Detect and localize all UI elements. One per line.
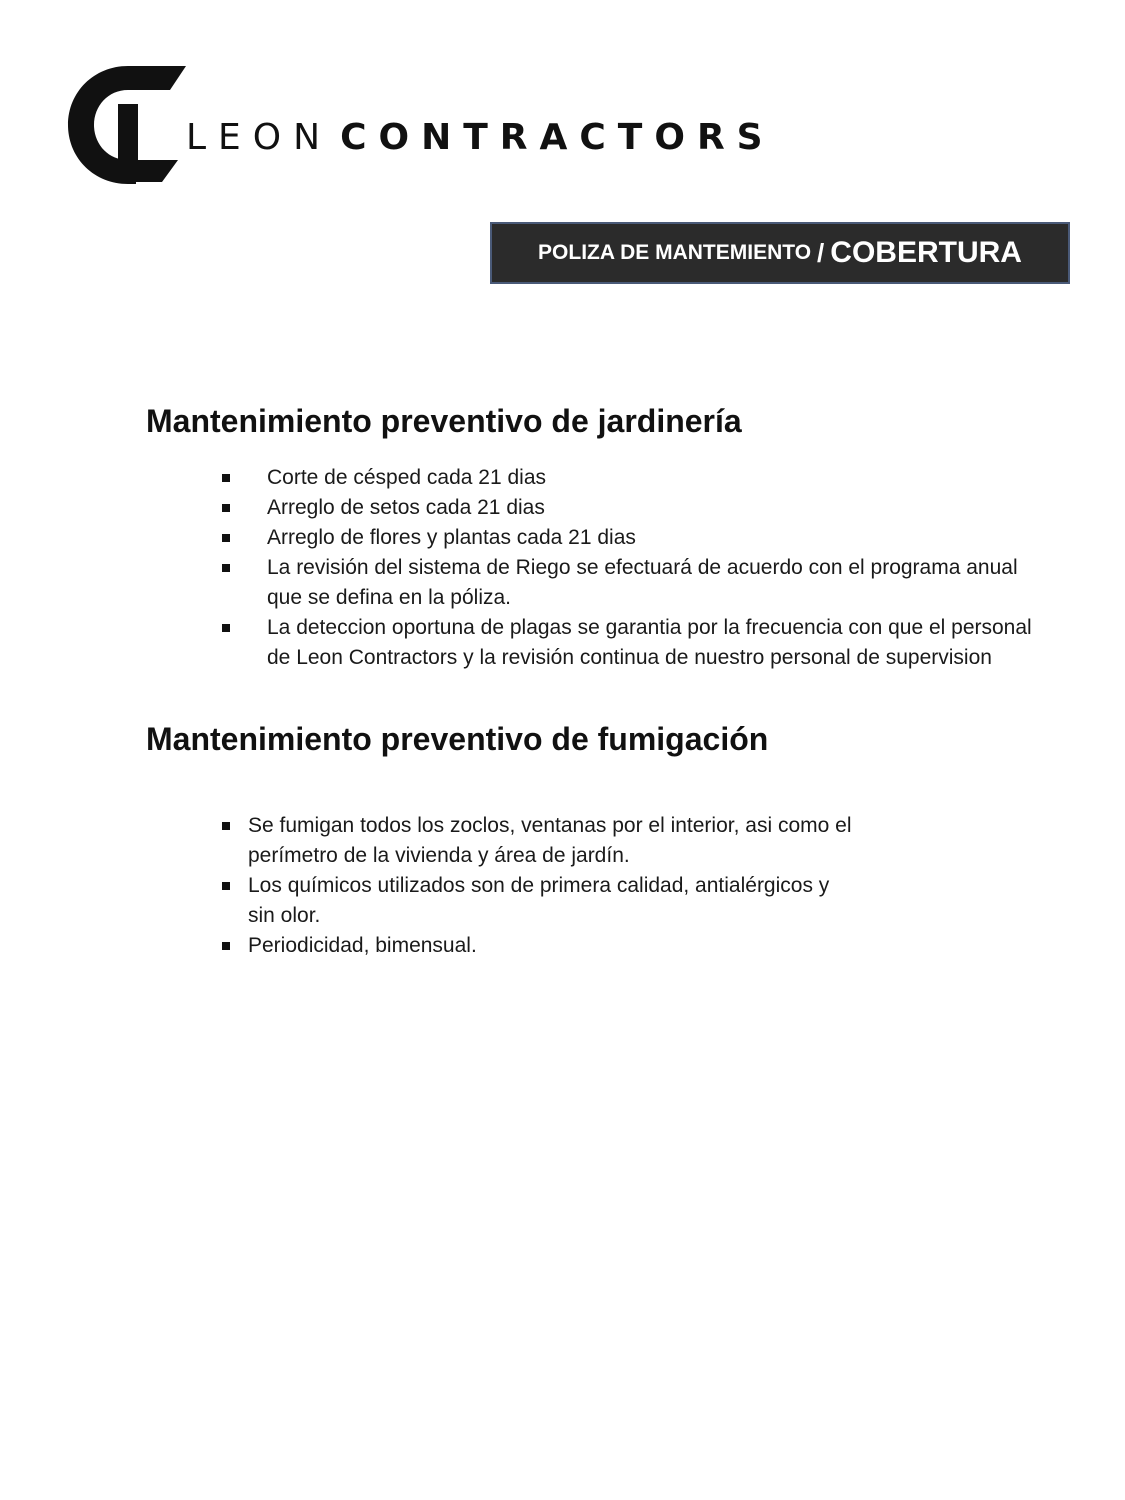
- cl-monogram-icon: [66, 64, 196, 186]
- bullet-square-icon: [222, 474, 230, 482]
- banner-separator: /: [817, 237, 825, 268]
- banner-prefix: POLIZA DE MANTEMIENTO: [538, 241, 812, 264]
- list-item-text: Los químicos utilizados son de primera calidad, antialérgicos y sin olor.: [248, 874, 830, 927]
- list-item-text: La revisión del sistema de Riego se efectuará de acuerdo con el programa anual que se defina en la póliza.: [267, 556, 1018, 609]
- section-title-jardineria: Mantenimiento preventivo de jardinería: [146, 403, 742, 439]
- bullet-square-icon: [222, 504, 230, 512]
- list-item: [248, 871, 858, 931]
- list-item-text: Arreglo de flores y plantas cada 21 dias: [267, 526, 636, 549]
- logo-wordmark: [186, 117, 775, 158]
- list-item-text: Corte de césped cada 21 dias: [267, 466, 547, 489]
- bullet-square-icon: [222, 882, 230, 890]
- jardineria-list: [267, 463, 1057, 673]
- list-item-text: La deteccion oportuna de plagas se garantia por la frecuencia con que el personal de Leon Contractors y la revisión continua de nuestro personal de supervision: [267, 616, 1032, 669]
- bullet-square-icon: [222, 624, 230, 632]
- list-item: [248, 811, 858, 871]
- banner-title: COBERTURA: [830, 236, 1022, 269]
- list-item: [248, 931, 858, 961]
- list-item: [267, 463, 1057, 493]
- bullet-square-icon: [222, 822, 230, 830]
- bullet-square-icon: [222, 564, 230, 572]
- list-item: [267, 523, 1057, 553]
- fumigacion-list: [248, 811, 858, 961]
- logo-word-leon: LEON: [186, 117, 333, 158]
- list-item: [267, 613, 1057, 673]
- document-banner: [490, 222, 1070, 284]
- list-item: [267, 553, 1057, 613]
- list-item-text: Se fumigan todos los zoclos, ventanas por el interior, asi como el perímetro de la vivienda y área de jardín.: [248, 814, 852, 867]
- list-item-text: Periodicidad, bimensual.: [248, 934, 477, 957]
- list-item: [267, 493, 1057, 523]
- section-title-fumigacion: Mantenimiento preventivo de fumigación: [146, 721, 769, 757]
- bullet-square-icon: [222, 942, 230, 950]
- logo-word-contractors: CONTRACTORS: [340, 117, 775, 158]
- bullet-square-icon: [222, 534, 230, 542]
- list-item-text: Arreglo de setos cada 21 dias: [267, 496, 545, 519]
- company-logo: [66, 64, 856, 186]
